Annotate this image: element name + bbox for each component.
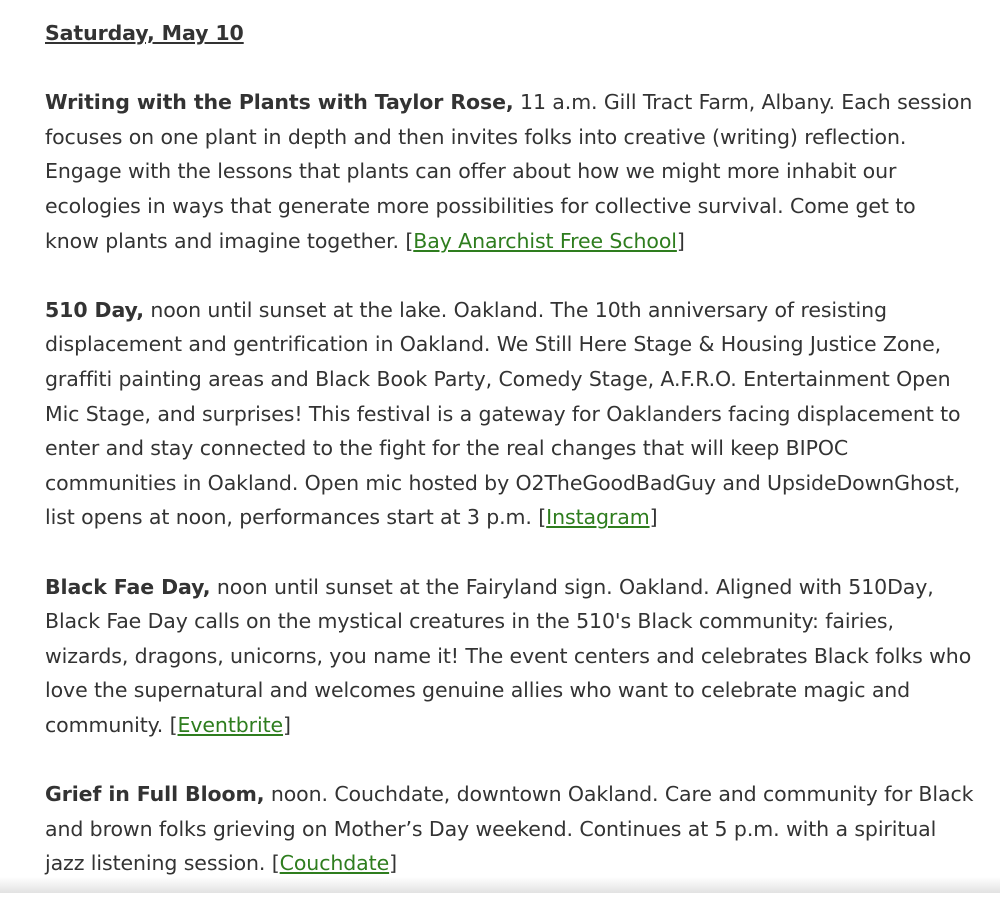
- link-bracket-open: [: [538, 505, 547, 530]
- event-description: noon until sunset at the Fairyland sign. Oakland. Aligned with 510Day, Black Fae Day calls on the mystical creatures in the 510's Black community: fairies, wizards, dragons, unicorns, you name it! The event centers and celebrates Black folks who love the supernatural and welcomes genuine allies who want to celebrate magic and community.: [45, 574, 972, 737]
- event-description: noon until sunset at the lake. Oakland. The 10th anniversary of resisting displacement and gentrification in Oakland. We Still Here Stage & Housing Justice Zone, graffiti painting areas and Black Book Party, Comedy Stage, A.F.R.O. Entertainment Open Mic Stage, and surprises! This festival is a gateway for Oaklanders facing displacement to enter and stay connected to the fight for the real changes that will keep BIPOC communities in Oakland. Open mic hosted by O2TheGoodBadGuy and UpsideDownGhost, list opens at noon, performances start at 3 p.m.: [45, 297, 961, 530]
- event-description: 11 a.m. Gill Tract Farm, Albany. Each session focuses on one plant in depth and then invites folks into creative (writing) reflection. Engage with the lessons that plants can offer about how we might more inhabit our ecologies in ways that generate more possibilities for collective survival. Come get to know plants and imagine together.: [45, 90, 973, 253]
- instagram-link[interactable]: Instagram: [546, 505, 650, 530]
- link-bracket-close: ]: [283, 712, 291, 737]
- event-black-fae-day: [45, 570, 975, 743]
- link-bracket-close: ]: [676, 228, 685, 253]
- eventbrite-link[interactable]: Eventbrite: [177, 712, 284, 737]
- event-grief-in-full-bloom: [45, 777, 975, 881]
- event-510-day: [45, 293, 975, 535]
- date-heading: Saturday, May 10: [45, 21, 244, 45]
- event-title: Black Fae Day,: [45, 574, 211, 599]
- bay-anarchist-free-school-link[interactable]: Bay Anarchist Free School: [413, 228, 677, 253]
- link-bracket-close: ]: [649, 505, 658, 530]
- link-bracket-open: [: [405, 228, 414, 253]
- link-bracket-open: [: [271, 851, 280, 876]
- event-title: Writing with the Plants with Taylor Rose,: [45, 90, 514, 115]
- event-title: 510 Day,: [45, 297, 144, 322]
- link-bracket-close: ]: [389, 851, 398, 876]
- event-writing-with-plants: [45, 85, 975, 258]
- couchdate-link[interactable]: Couchdate: [279, 851, 390, 876]
- link-bracket-open: [: [169, 712, 178, 737]
- event-listing: [45, 16, 975, 915]
- event-title: Grief in Full Bloom,: [45, 782, 265, 807]
- bottom-shadow: [0, 877, 1000, 893]
- event-description: noon. Couchdate, downtown Oakland. Care and community for Black and brown folks grieving on Mother’s Day weekend. Continues at 5 p.m. with a spiritual jazz listening session.: [45, 782, 974, 876]
